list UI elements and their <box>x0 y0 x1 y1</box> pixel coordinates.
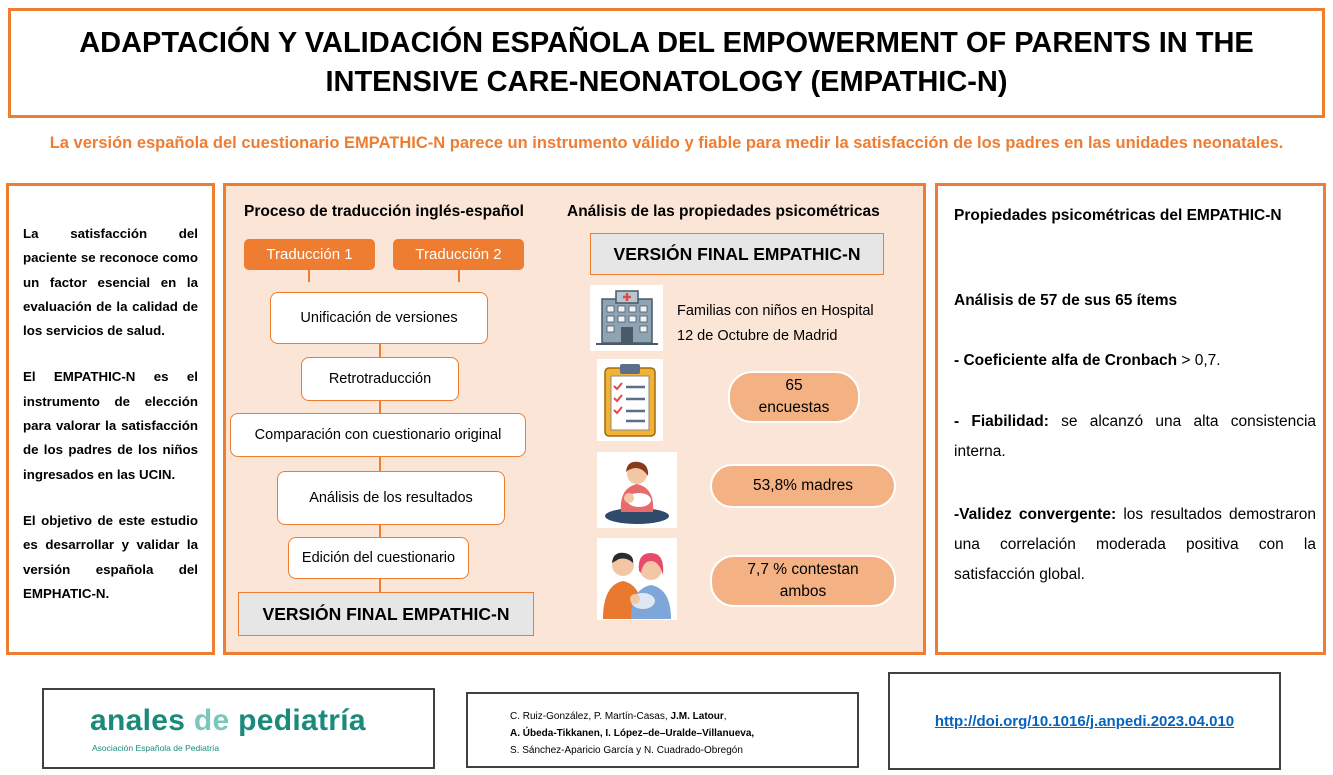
logo-word-2: de <box>193 704 239 737</box>
alpha-value: > 0,7. <box>1177 352 1221 369</box>
translation-2-box: Traducción 2 <box>393 239 524 270</box>
doi-box <box>888 672 1281 770</box>
convergent-validity <box>954 500 1316 590</box>
both-line-2: ambos <box>779 583 827 600</box>
authors-line-1-end: , <box>723 711 727 722</box>
families-line-2: 12 de Octubre de Madrid <box>677 328 838 344</box>
surveys-pill <box>728 371 860 423</box>
results-panel <box>935 183 1326 655</box>
hospital-icon <box>590 285 663 351</box>
validity-text: los resultados demostraron una correlación moderada positiva con la satisfacción global. <box>954 506 1316 583</box>
translation-1-box: Traducción 1 <box>244 239 375 270</box>
intro-paragraph-2: El EMPATHIC-N es el instrumento de elección para valorar la satisfacción de los padres de los niños ingresados en las UCIN. <box>23 369 198 482</box>
mother-breastfeeding-icon <box>597 452 677 528</box>
connector-line <box>379 344 381 357</box>
families-text <box>677 299 874 349</box>
final-version-box-analysis: VERSIÓN FINAL EMPATHIC-N <box>590 233 884 275</box>
families-line-1: Familias con niños en Hospital <box>677 303 874 319</box>
analysis-heading: Análisis de las propiedades psicométricas <box>567 203 880 220</box>
step-comparison: Comparación con cuestionario original <box>230 413 526 457</box>
reliability <box>954 407 1316 467</box>
step-unification: Unificación de versiones <box>270 292 488 344</box>
intro-paragraph-3: El objetivo de este estudio es desarrollar y validar la versión española del EMPHATIC-N. <box>23 512 198 601</box>
alpha-label: - Coeficiente alfa de Cronbach <box>954 352 1178 369</box>
logo-word-1: anales <box>90 704 194 737</box>
connector-line <box>379 401 381 413</box>
final-version-box-process: VERSIÓN FINAL EMPATHIC-N <box>238 592 534 636</box>
intro-panel <box>6 183 215 655</box>
authors-line-3: S. Sánchez-Aparicio García y N. Cuadrado-Obregón <box>510 745 743 756</box>
clipboard-icon <box>597 359 663 441</box>
logo-word-3: pediatría <box>238 704 366 737</box>
connector-line <box>308 270 310 282</box>
connector-line <box>458 270 460 282</box>
doi-link[interactable]: http://doi.org/10.1016/j.anpedi.2023.04.010 <box>934 712 1235 730</box>
title-box <box>8 8 1325 118</box>
journal-logo <box>90 704 366 738</box>
step-edition: Edición del cuestionario <box>288 537 469 579</box>
authors-line-1 <box>510 708 857 725</box>
items-analysis: Análisis de 57 de sus 65 ítems <box>954 292 1178 309</box>
step-analysis: Análisis de los resultados <box>277 471 505 525</box>
reliability-label: - Fiabilidad: <box>954 413 1049 430</box>
validity-label: -Validez convergente: <box>954 506 1117 523</box>
poster-title: ADAPTACIÓN Y VALIDACIÓN ESPAÑOLA DEL EMPOWERMENT OF PARENTS IN THE INTENSIVE CARE-NEONATOLOGY (EMPATHIC-N) <box>79 27 1254 98</box>
journal-logo-subtitle: Asociación Española de Pediatría <box>92 743 220 753</box>
parents-with-baby-icon <box>597 538 677 620</box>
methods-panel <box>223 183 926 655</box>
authors-line-1-plain: C. Ruiz-González, P. Martín-Casas, <box>510 711 671 722</box>
authors-line-1-bold: J.M. Latour <box>670 711 724 722</box>
connector-line <box>379 579 381 592</box>
journal-logo-box <box>42 688 435 769</box>
surveys-count: 65 <box>785 377 803 394</box>
intro-paragraph-1: La satisfacción del paciente se reconoce como un factor esencial en la evaluación de la calidad de los servicios de salud. <box>23 226 198 339</box>
connector-line <box>379 457 381 471</box>
results-heading: Propiedades psicométricas del EMPATHIC-N <box>954 207 1282 224</box>
step-back-translation: Retrotraducción <box>301 357 459 401</box>
process-heading: Proceso de traducción inglés-español <box>244 203 524 220</box>
cronbach-alpha <box>954 346 1316 376</box>
connector-line <box>379 525 381 537</box>
authors-box <box>466 692 859 768</box>
mothers-pill: 53,8% madres <box>710 464 896 508</box>
surveys-label: encuestas <box>758 399 830 416</box>
conclusion-subtitle: La versión española del cuestionario EMPATHIC-N parece un instrumento válido y fiable para medir la satisfacción de los padres en las unidades neonatales. <box>49 134 1284 152</box>
authors-line-2: A. Úbeda-Tikkanen, I. López–de–Uralde–Villanueva, <box>510 728 755 739</box>
both-parents-pill <box>710 555 896 607</box>
reliability-text: se alcanzó una alta consistencia interna. <box>954 413 1317 460</box>
both-line-1: 7,7 % contestan <box>747 561 859 578</box>
